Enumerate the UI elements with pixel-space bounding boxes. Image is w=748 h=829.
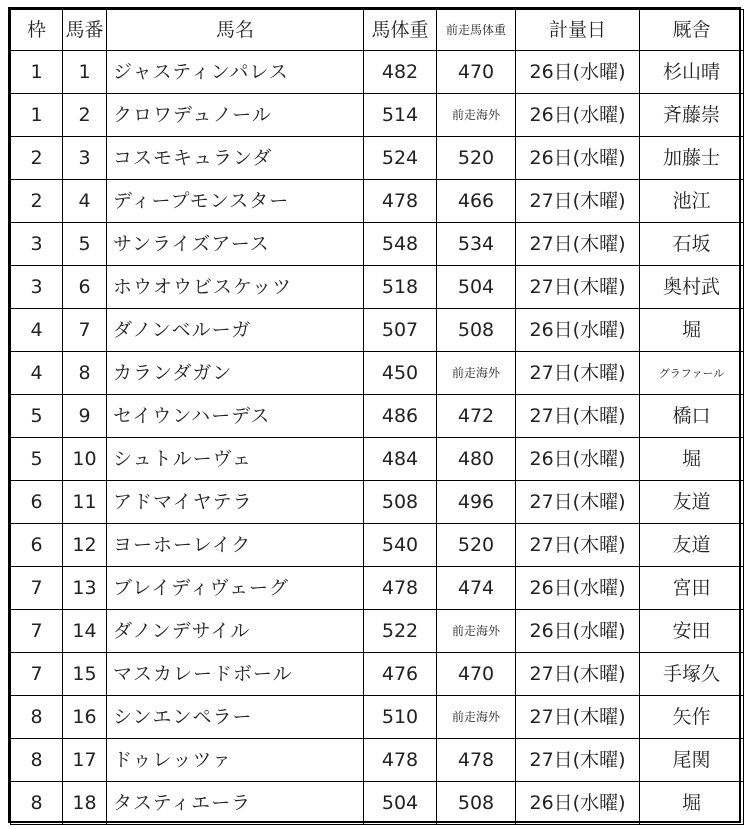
cell-date: 26日(水曜) bbox=[516, 438, 640, 481]
cell-stable: 矢作 bbox=[640, 696, 744, 739]
header-weight: 馬体重 bbox=[364, 10, 437, 51]
cell-prev-weight: 前走海外 bbox=[437, 610, 516, 653]
table-row bbox=[11, 739, 744, 782]
cell-stable: 奥村武 bbox=[640, 266, 744, 309]
cell-prev-weight: 472 bbox=[437, 395, 516, 438]
cell-waku: 2 bbox=[11, 180, 63, 223]
cell-horse-name: ジャスティンパレス bbox=[107, 51, 364, 94]
cell-stable: 橋口 bbox=[640, 395, 744, 438]
cell-horse-name: シュトルーヴェ bbox=[107, 438, 364, 481]
cell-stable: 堀 bbox=[640, 309, 744, 352]
cell-date: 26日(水曜) bbox=[516, 94, 640, 137]
cell-horse-name: アドマイヤテラ bbox=[107, 481, 364, 524]
table-row bbox=[11, 481, 744, 524]
cell-horse-name: ダノンデサイル bbox=[107, 610, 364, 653]
cell-prev-weight: 504 bbox=[437, 266, 516, 309]
cell-stable: グラファール bbox=[640, 352, 744, 395]
cell-stable: 友道 bbox=[640, 481, 744, 524]
header-waku: 枠 bbox=[11, 10, 63, 51]
table-row bbox=[11, 94, 744, 137]
header-prev-weight: 前走馬体重 bbox=[437, 10, 516, 51]
cell-horse-name: ディープモンスター bbox=[107, 180, 364, 223]
cell-horse-name: カランダガン bbox=[107, 352, 364, 395]
cell-horse-name: マスカレードボール bbox=[107, 653, 364, 696]
cell-weight: 478 bbox=[364, 739, 437, 782]
table-row bbox=[11, 524, 744, 567]
cell-umaban: 10 bbox=[63, 438, 107, 481]
cell-date: 26日(水曜) bbox=[516, 610, 640, 653]
cell-stable: 堀 bbox=[640, 782, 744, 825]
cell-date: 26日(水曜) bbox=[516, 137, 640, 180]
cell-prev-weight: 466 bbox=[437, 180, 516, 223]
cell-prev-weight: 534 bbox=[437, 223, 516, 266]
cell-umaban: 11 bbox=[63, 481, 107, 524]
cell-stable: 杉山晴 bbox=[640, 51, 744, 94]
cell-weight: 478 bbox=[364, 567, 437, 610]
cell-weight: 508 bbox=[364, 481, 437, 524]
cell-umaban: 15 bbox=[63, 653, 107, 696]
cell-stable: 安田 bbox=[640, 610, 744, 653]
cell-prev-weight: 520 bbox=[437, 524, 516, 567]
cell-date: 26日(水曜) bbox=[516, 309, 640, 352]
cell-date: 27日(木曜) bbox=[516, 352, 640, 395]
table-row bbox=[11, 51, 744, 94]
table-row bbox=[11, 782, 744, 825]
cell-prev-weight: 508 bbox=[437, 309, 516, 352]
cell-prev-weight: 前走海外 bbox=[437, 696, 516, 739]
cell-weight: 510 bbox=[364, 696, 437, 739]
cell-date: 27日(木曜) bbox=[516, 524, 640, 567]
cell-waku: 5 bbox=[11, 438, 63, 481]
cell-waku: 5 bbox=[11, 395, 63, 438]
cell-date: 27日(木曜) bbox=[516, 395, 640, 438]
cell-prev-weight: 474 bbox=[437, 567, 516, 610]
cell-prev-weight: 前走海外 bbox=[437, 352, 516, 395]
cell-weight: 486 bbox=[364, 395, 437, 438]
cell-stable: 堀 bbox=[640, 438, 744, 481]
cell-umaban: 7 bbox=[63, 309, 107, 352]
header-umaban: 馬番 bbox=[63, 10, 107, 51]
cell-horse-name: セイウンハーデス bbox=[107, 395, 364, 438]
table-row bbox=[11, 266, 744, 309]
table-row bbox=[11, 395, 744, 438]
cell-umaban: 1 bbox=[63, 51, 107, 94]
table-row bbox=[11, 309, 744, 352]
table-row bbox=[11, 352, 744, 395]
cell-waku: 8 bbox=[11, 782, 63, 825]
cell-weight: 518 bbox=[364, 266, 437, 309]
cell-weight: 522 bbox=[364, 610, 437, 653]
cell-date: 26日(水曜) bbox=[516, 567, 640, 610]
cell-date: 27日(木曜) bbox=[516, 653, 640, 696]
cell-umaban: 6 bbox=[63, 266, 107, 309]
cell-prev-weight: 520 bbox=[437, 137, 516, 180]
cell-umaban: 13 bbox=[63, 567, 107, 610]
cell-waku: 7 bbox=[11, 653, 63, 696]
cell-weight: 482 bbox=[364, 51, 437, 94]
table-row bbox=[11, 137, 744, 180]
cell-weight: 484 bbox=[364, 438, 437, 481]
cell-waku: 3 bbox=[11, 266, 63, 309]
cell-umaban: 12 bbox=[63, 524, 107, 567]
header-row bbox=[11, 10, 744, 51]
cell-prev-weight: 480 bbox=[437, 438, 516, 481]
cell-prev-weight: 前走海外 bbox=[437, 94, 516, 137]
cell-waku: 4 bbox=[11, 309, 63, 352]
cell-horse-name: ダノンベルーガ bbox=[107, 309, 364, 352]
cell-waku: 8 bbox=[11, 739, 63, 782]
cell-date: 26日(水曜) bbox=[516, 782, 640, 825]
header-stable: 厩舎 bbox=[640, 10, 744, 51]
cell-weight: 524 bbox=[364, 137, 437, 180]
table-row bbox=[11, 223, 744, 266]
cell-umaban: 8 bbox=[63, 352, 107, 395]
cell-date: 27日(木曜) bbox=[516, 739, 640, 782]
cell-waku: 7 bbox=[11, 567, 63, 610]
cell-weight: 476 bbox=[364, 653, 437, 696]
cell-prev-weight: 496 bbox=[437, 481, 516, 524]
cell-waku: 1 bbox=[11, 94, 63, 137]
cell-weight: 478 bbox=[364, 180, 437, 223]
cell-umaban: 9 bbox=[63, 395, 107, 438]
table-row bbox=[11, 653, 744, 696]
cell-horse-name: ドゥレッツァ bbox=[107, 739, 364, 782]
cell-stable: 加藤士 bbox=[640, 137, 744, 180]
cell-date: 27日(木曜) bbox=[516, 696, 640, 739]
cell-umaban: 4 bbox=[63, 180, 107, 223]
cell-date: 27日(木曜) bbox=[516, 481, 640, 524]
cell-horse-name: ヨーホーレイク bbox=[107, 524, 364, 567]
cell-umaban: 5 bbox=[63, 223, 107, 266]
horse-weight-table bbox=[10, 9, 744, 825]
cell-waku: 1 bbox=[11, 51, 63, 94]
cell-stable: 宮田 bbox=[640, 567, 744, 610]
cell-horse-name: ホウオウビスケッツ bbox=[107, 266, 364, 309]
table-row bbox=[11, 438, 744, 481]
cell-umaban: 18 bbox=[63, 782, 107, 825]
table-body bbox=[11, 51, 744, 825]
cell-horse-name: タスティエーラ bbox=[107, 782, 364, 825]
cell-waku: 6 bbox=[11, 481, 63, 524]
header-horse-name: 馬名 bbox=[107, 10, 364, 51]
cell-waku: 4 bbox=[11, 352, 63, 395]
table-row bbox=[11, 696, 744, 739]
cell-umaban: 2 bbox=[63, 94, 107, 137]
cell-stable: 友道 bbox=[640, 524, 744, 567]
cell-umaban: 14 bbox=[63, 610, 107, 653]
cell-weight: 450 bbox=[364, 352, 437, 395]
table-row bbox=[11, 180, 744, 223]
cell-date: 27日(木曜) bbox=[516, 180, 640, 223]
cell-weight: 540 bbox=[364, 524, 437, 567]
cell-date: 26日(水曜) bbox=[516, 51, 640, 94]
cell-waku: 6 bbox=[11, 524, 63, 567]
cell-weight: 548 bbox=[364, 223, 437, 266]
cell-horse-name: コスモキュランダ bbox=[107, 137, 364, 180]
cell-date: 27日(木曜) bbox=[516, 223, 640, 266]
cell-waku: 8 bbox=[11, 696, 63, 739]
cell-waku: 7 bbox=[11, 610, 63, 653]
cell-stable: 手塚久 bbox=[640, 653, 744, 696]
header-date: 計量日 bbox=[516, 10, 640, 51]
cell-prev-weight: 470 bbox=[437, 51, 516, 94]
cell-stable: 石坂 bbox=[640, 223, 744, 266]
cell-date: 27日(木曜) bbox=[516, 266, 640, 309]
cell-weight: 507 bbox=[364, 309, 437, 352]
cell-prev-weight: 478 bbox=[437, 739, 516, 782]
cell-umaban: 3 bbox=[63, 137, 107, 180]
cell-horse-name: ブレイディヴェーグ bbox=[107, 567, 364, 610]
cell-prev-weight: 470 bbox=[437, 653, 516, 696]
cell-weight: 514 bbox=[364, 94, 437, 137]
cell-prev-weight: 508 bbox=[437, 782, 516, 825]
cell-stable: 池江 bbox=[640, 180, 744, 223]
cell-waku: 3 bbox=[11, 223, 63, 266]
cell-umaban: 17 bbox=[63, 739, 107, 782]
cell-horse-name: クロワデュノール bbox=[107, 94, 364, 137]
table-row bbox=[11, 567, 744, 610]
cell-weight: 504 bbox=[364, 782, 437, 825]
cell-umaban: 16 bbox=[63, 696, 107, 739]
cell-waku: 2 bbox=[11, 137, 63, 180]
cell-stable: 斉藤崇 bbox=[640, 94, 744, 137]
table-row bbox=[11, 610, 744, 653]
cell-stable: 尾関 bbox=[640, 739, 744, 782]
cell-horse-name: シンエンペラー bbox=[107, 696, 364, 739]
cell-horse-name: サンライズアース bbox=[107, 223, 364, 266]
weight-table-sheet bbox=[8, 7, 741, 823]
